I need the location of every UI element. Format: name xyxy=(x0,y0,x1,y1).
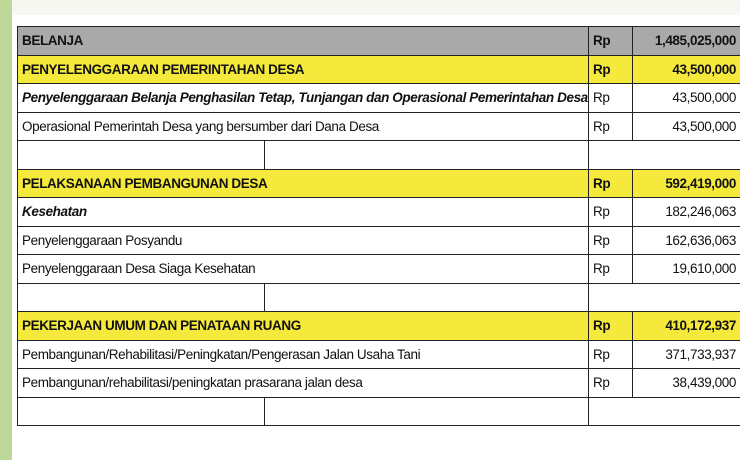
currency-label: Rp xyxy=(589,340,633,369)
item-amount: 162,636,063 xyxy=(633,226,740,255)
blank-row xyxy=(18,397,740,426)
currency-label: Rp xyxy=(589,27,633,56)
item-amount: 1,485,025,000 xyxy=(633,27,740,56)
blank-cell xyxy=(589,397,740,426)
item-description: Pembangunan/Rehabilitasi/Peningkatan/Pengerasan Jalan Usaha Tani xyxy=(18,340,589,369)
blank-cell xyxy=(18,141,589,170)
document-page xyxy=(12,0,740,460)
line-item-row xyxy=(18,112,740,141)
cell-divider xyxy=(264,141,265,169)
item-description: Penyelenggaraan Desa Siaga Kesehatan xyxy=(18,255,589,284)
currency-label: Rp xyxy=(589,112,633,141)
currency-label: Rp xyxy=(589,169,633,198)
top-band xyxy=(12,0,740,15)
item-amount: 43,500,000 xyxy=(633,55,740,84)
item-amount: 410,172,937 xyxy=(633,312,740,341)
cell-divider xyxy=(264,284,265,312)
currency-label: Rp xyxy=(589,255,633,284)
item-amount: 43,500,000 xyxy=(633,112,740,141)
line-item-row xyxy=(18,369,740,398)
line-item-row xyxy=(18,340,740,369)
item-amount: 38,439,000 xyxy=(633,369,740,398)
item-description: PELAKSANAAN PEMBANGUNAN DESA xyxy=(18,169,589,198)
cell-divider xyxy=(264,398,265,426)
total-row xyxy=(18,27,740,56)
item-description: PEKERJAAN UMUM DAN PENATAAN RUANG xyxy=(18,312,589,341)
item-amount: 19,610,000 xyxy=(633,255,740,284)
blank-cell xyxy=(18,283,589,312)
currency-label: Rp xyxy=(589,84,633,113)
item-amount: 371,733,937 xyxy=(633,340,740,369)
currency-label: Rp xyxy=(589,226,633,255)
item-description: Operasional Pemerintah Desa yang bersumber dari Dana Desa xyxy=(18,112,589,141)
item-description: Pembangunan/rehabilitasi/peningkatan prasarana jalan desa xyxy=(18,369,589,398)
item-amount: 43,500,000 xyxy=(633,84,740,113)
item-description: Penyelenggaraan Posyandu xyxy=(18,226,589,255)
blank-row xyxy=(18,283,740,312)
item-description: BELANJA xyxy=(18,27,589,56)
currency-label: Rp xyxy=(589,198,633,227)
currency-label: Rp xyxy=(589,312,633,341)
blank-cell xyxy=(18,397,589,426)
line-item-row xyxy=(18,255,740,284)
section-row xyxy=(18,312,740,341)
section-row xyxy=(18,169,740,198)
item-description: Penyelenggaraan Belanja Penghasilan Tetap, Tunjangan dan Operasional Pemerintahan Desa xyxy=(18,84,589,113)
budget-table-body xyxy=(18,27,740,426)
blank-row xyxy=(18,141,740,170)
item-amount: 592,419,000 xyxy=(633,169,740,198)
budget-table xyxy=(17,26,740,426)
subsection-row xyxy=(18,84,740,113)
section-row xyxy=(18,55,740,84)
blank-cell xyxy=(589,283,740,312)
currency-label: Rp xyxy=(589,369,633,398)
item-amount: 182,246,063 xyxy=(633,198,740,227)
blank-cell xyxy=(589,141,740,170)
currency-label: Rp xyxy=(589,55,633,84)
line-item-row xyxy=(18,226,740,255)
subsection-row xyxy=(18,198,740,227)
item-description: PENYELENGGARAAN PEMERINTAHAN DESA xyxy=(18,55,589,84)
item-description: Kesehatan xyxy=(18,198,589,227)
